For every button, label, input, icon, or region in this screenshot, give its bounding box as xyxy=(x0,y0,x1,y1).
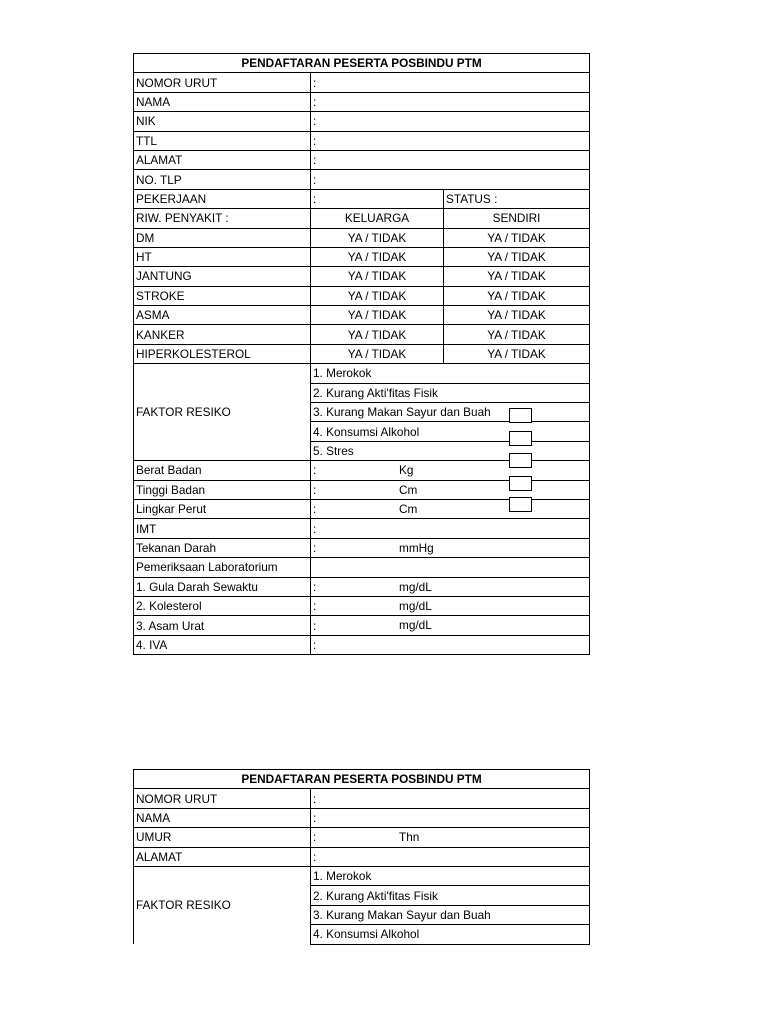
row-iva xyxy=(134,635,590,654)
field-label-ttl: TTL xyxy=(134,131,311,150)
sendiri-option[interactable]: YA / TIDAK xyxy=(444,344,590,363)
measure-value[interactable] xyxy=(311,480,590,499)
disease-row-kanker xyxy=(134,325,590,344)
faktor-checkbox[interactable] xyxy=(509,431,532,446)
field-value-alamat[interactable]: : xyxy=(311,847,590,866)
sendiri-option[interactable]: YA / TIDAK xyxy=(444,228,590,247)
faktor-checkbox[interactable] xyxy=(509,497,532,512)
field-value-nama[interactable]: : xyxy=(311,808,590,827)
field-label-umur: UMUR xyxy=(134,828,311,847)
row-lab-header xyxy=(134,558,590,577)
colon: : xyxy=(313,830,317,845)
disease-label: JANTUNG xyxy=(134,267,311,286)
measure-label: IMT xyxy=(134,519,311,538)
keluarga-option[interactable]: YA / TIDAK xyxy=(311,286,444,305)
keluarga-option[interactable]: YA / TIDAK xyxy=(311,306,444,325)
form-1-table xyxy=(133,53,590,655)
faktor-row xyxy=(134,866,590,885)
measure-label: Berat Badan xyxy=(134,461,311,480)
field-label-alamat: ALAMAT xyxy=(134,847,311,866)
unit-label: mg/dL xyxy=(399,598,432,613)
disease-label: KANKER xyxy=(134,325,311,344)
field-value-nomor-urut[interactable]: : xyxy=(311,73,590,92)
faktor-item: 1. Merokok xyxy=(311,866,590,885)
field-label-alamat: ALAMAT xyxy=(134,150,311,169)
measure-value[interactable] xyxy=(311,499,590,518)
disease-row-jantung xyxy=(134,267,590,286)
faktor-checkbox[interactable] xyxy=(509,453,532,468)
sendiri-option[interactable]: YA / TIDAK xyxy=(444,306,590,325)
row-umur xyxy=(134,828,590,847)
lab-item-label: 1. Gula Darah Sewaktu xyxy=(134,577,311,596)
field-value-pekerjaan[interactable]: : xyxy=(311,189,444,208)
sendiri-option[interactable]: YA / TIDAK xyxy=(444,325,590,344)
faktor-item: 2. Kurang Akti'fitas Fisik xyxy=(311,383,590,402)
unit-label: Thn xyxy=(399,830,420,845)
faktor-resiko-label: FAKTOR RESIKO xyxy=(134,364,311,461)
disease-label: DM xyxy=(134,228,311,247)
row-nomor-urut xyxy=(134,789,590,808)
lab-label: Pemeriksaan Laboratorium xyxy=(134,558,311,577)
keluarga-option[interactable]: YA / TIDAK xyxy=(311,228,444,247)
row-nama xyxy=(134,808,590,827)
row-imt xyxy=(134,519,590,538)
field-label-nomor-urut: NOMOR URUT xyxy=(134,789,311,808)
field-value-no-tlp[interactable]: : xyxy=(311,170,590,189)
faktor-item: 3. Kurang Makan Sayur dan Buah xyxy=(311,905,590,924)
faktor-item: 4. Konsumsi Alkohol xyxy=(311,925,590,944)
row-nama xyxy=(134,92,590,111)
lab-item-label: 4. IVA xyxy=(134,635,311,654)
lab-empty xyxy=(311,558,590,577)
unit-label: Cm xyxy=(399,501,418,516)
row-nik xyxy=(134,112,590,131)
disease-label: HIPERKOLESTEROL xyxy=(134,344,311,363)
lab-value[interactable] xyxy=(311,596,590,615)
colon: : xyxy=(313,463,317,478)
row-alamat xyxy=(134,150,590,169)
field-value-alamat[interactable]: : xyxy=(311,150,590,169)
row-tekanan-darah xyxy=(134,538,590,557)
faktor-row xyxy=(134,364,590,383)
row-ttl xyxy=(134,131,590,150)
faktor-item: 4. Konsumsi Alkohol xyxy=(311,422,590,441)
row-riwayat-header xyxy=(134,209,590,228)
row-nomor-urut xyxy=(134,73,590,92)
disease-label: STROKE xyxy=(134,286,311,305)
col-header-sendiri: SENDIRI xyxy=(444,209,590,228)
row-gula-darah xyxy=(134,577,590,596)
field-value-nik[interactable]: : xyxy=(311,112,590,131)
faktor-checkbox[interactable] xyxy=(509,408,532,423)
unit-label: mmHg xyxy=(399,540,434,555)
unit-label: Kg xyxy=(399,463,414,478)
colon: : xyxy=(313,579,317,594)
lab-value[interactable] xyxy=(311,577,590,596)
disease-row-dm xyxy=(134,228,590,247)
field-label-pekerjaan: PEKERJAAN xyxy=(134,189,311,208)
measure-value[interactable] xyxy=(311,461,590,480)
measure-label: Tinggi Badan xyxy=(134,480,311,499)
field-value-ttl[interactable]: : xyxy=(311,131,590,150)
field-value-nama[interactable]: : xyxy=(311,92,590,111)
lab-item-label: 2. Kolesterol xyxy=(134,596,311,615)
field-label-status[interactable]: STATUS : xyxy=(444,189,590,208)
disease-row-hiperkolesterol xyxy=(134,344,590,363)
disease-label: ASMA xyxy=(134,306,311,325)
field-value-umur[interactable] xyxy=(311,828,590,847)
faktor-item: 3. Kurang Makan Sayur dan Buah xyxy=(311,403,590,422)
measure-label: Lingkar Perut xyxy=(134,499,311,518)
disease-row-ht xyxy=(134,247,590,266)
registration-form-2 xyxy=(133,769,589,945)
unit-label: Cm xyxy=(399,482,418,497)
disease-row-asma xyxy=(134,306,590,325)
form-title: PENDAFTARAN PESERTA POSBINDU PTM xyxy=(134,54,590,73)
disease-label: HT xyxy=(134,247,311,266)
form-title: PENDAFTARAN PESERTA POSBINDU PTM xyxy=(134,770,590,789)
field-label-nik: NIK xyxy=(134,112,311,131)
row-pekerjaan xyxy=(134,189,590,208)
unit-label: mg/dL xyxy=(399,618,432,633)
faktor-checkbox[interactable] xyxy=(509,476,532,491)
registration-form-1 xyxy=(133,53,589,655)
disease-row-stroke xyxy=(134,286,590,305)
row-no-tlp xyxy=(134,170,590,189)
faktor-resiko-label: FAKTOR RESIKO xyxy=(134,866,311,944)
form-2-table xyxy=(133,769,590,945)
row-asam-urat xyxy=(134,616,590,635)
colon: : xyxy=(313,502,317,517)
field-label-nama: NAMA xyxy=(134,92,311,111)
measure-label: Tekanan Darah xyxy=(134,538,311,557)
riwayat-label: RIW. PENYAKIT : xyxy=(134,209,311,228)
field-label-nomor-urut: NOMOR URUT xyxy=(134,73,311,92)
faktor-item: 1. Merokok xyxy=(311,364,590,383)
faktor-item: 2. Kurang Akti'fitas Fisik xyxy=(311,886,590,905)
field-label-nama: NAMA xyxy=(134,808,311,827)
field-value-nomor-urut[interactable]: : xyxy=(311,789,590,808)
row-kolesterol xyxy=(134,596,590,615)
unit-label: mg/dL xyxy=(399,579,432,594)
colon: : xyxy=(313,599,317,614)
lab-value[interactable]: : xyxy=(311,635,590,654)
lab-value[interactable] xyxy=(311,616,590,635)
colon: : xyxy=(313,618,317,633)
keluarga-option[interactable]: YA / TIDAK xyxy=(311,325,444,344)
sendiri-option[interactable]: YA / TIDAK xyxy=(444,267,590,286)
sendiri-option[interactable]: YA / TIDAK xyxy=(444,286,590,305)
measure-value[interactable] xyxy=(311,538,590,557)
lab-item-label: 3. Asam Urat xyxy=(134,616,311,635)
keluarga-option[interactable]: YA / TIDAK xyxy=(311,344,444,363)
colon: : xyxy=(313,482,317,497)
col-header-keluarga: KELUARGA xyxy=(311,209,444,228)
row-alamat xyxy=(134,847,590,866)
measure-value[interactable]: : xyxy=(311,519,590,538)
sendiri-option[interactable]: YA / TIDAK xyxy=(444,247,590,266)
keluarga-option[interactable]: YA / TIDAK xyxy=(311,247,444,266)
keluarga-option[interactable]: YA / TIDAK xyxy=(311,267,444,286)
field-label-no-tlp: NO. TLP xyxy=(134,170,311,189)
colon: : xyxy=(313,540,317,555)
faktor-item: 5. Stres xyxy=(311,441,590,460)
